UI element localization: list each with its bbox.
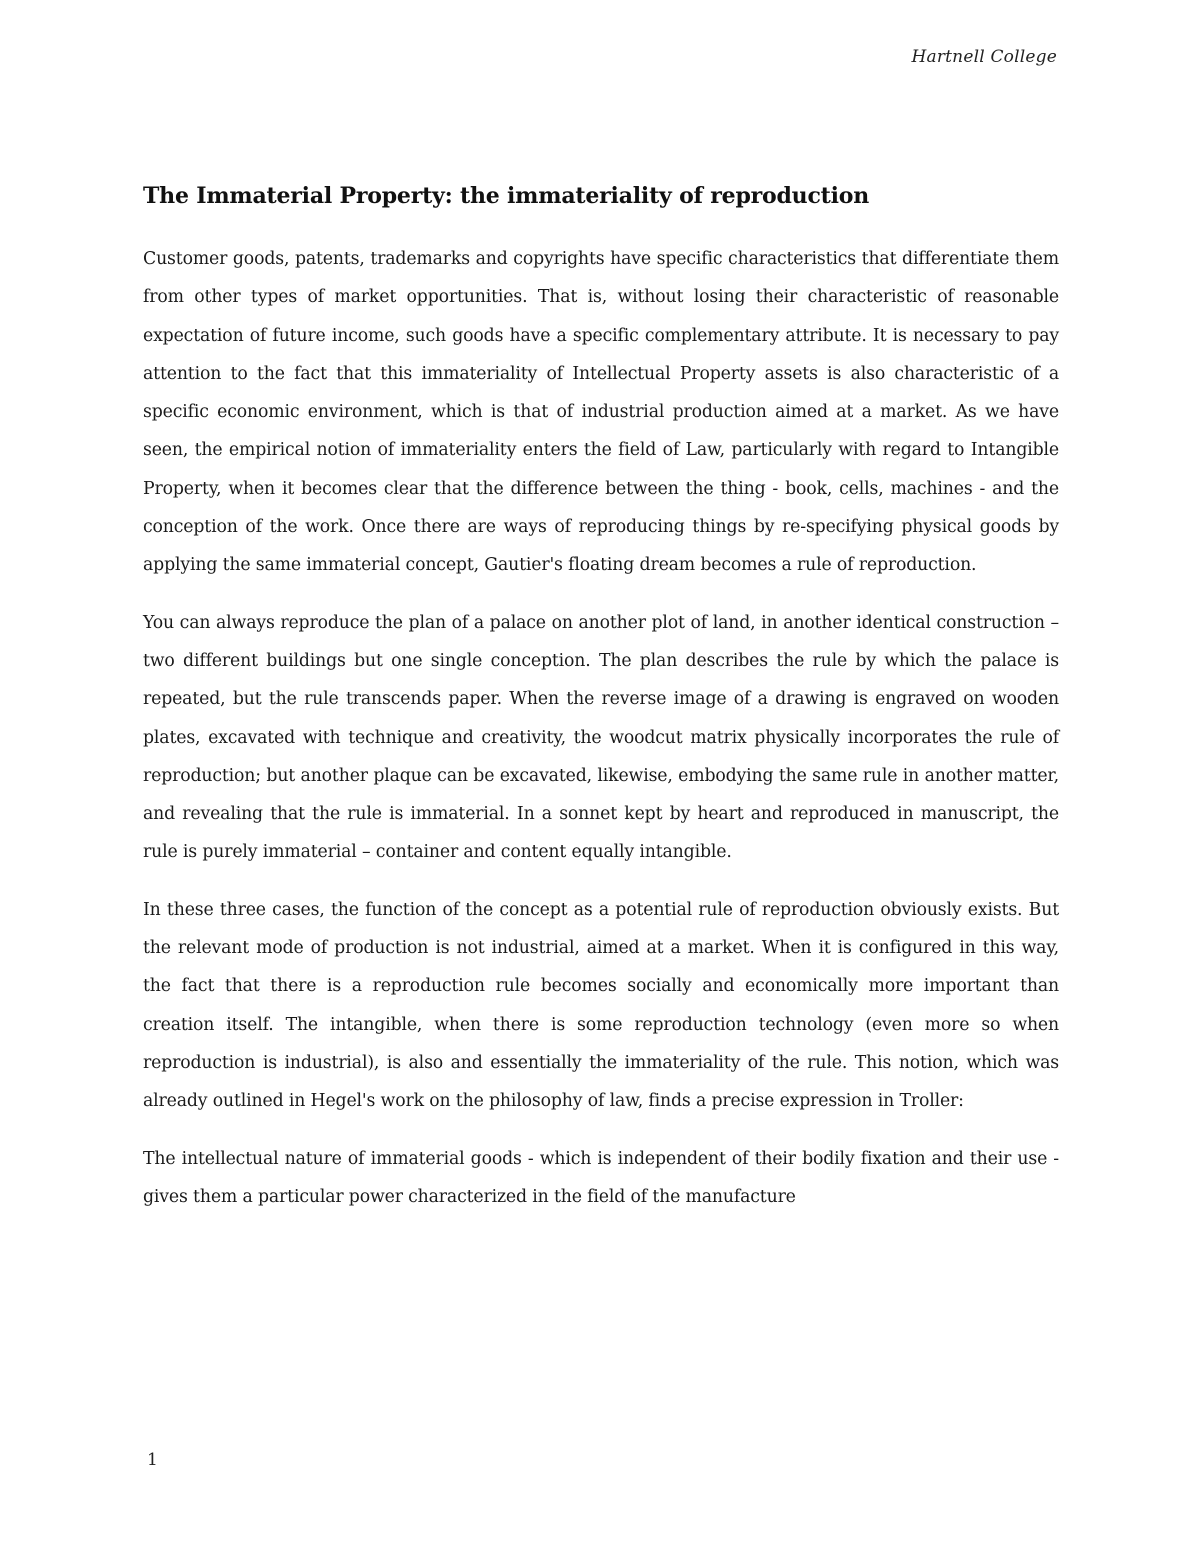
document-body	[143, 180, 1059, 1235]
page-number: 1	[147, 1450, 158, 1470]
paragraph: Customer goods, patents, trademarks and copyrights have specific characteristics that differentiate them from other types of market opportunities. That is, without losing their characteristic of reasonable expectation of future income, such goods have a specific complementary attribute. It is necessary to pay attention to the fact that this immateriality of Intellectual Property assets is also characteristic of a specific economic environment, which is that of industrial production aimed at a market. As we have seen, the empirical notion of immateriality enters the field of Law, particularly with regard to Intangible Property, when it becomes clear that the difference between the thing - book, cells, machines - and the conception of the work. Once there are ways of reproducing things by re-specifying physical goods by applying the same immaterial concept, Gautier's floating dream becomes a rule of reproduction.	[143, 249, 1059, 576]
paragraph: You can always reproduce the plan of a palace on another plot of land, in another identical construction – two different buildings but one single conception. The plan describes the rule by which the palace is repeated, but the rule transcends paper. When the reverse image of a drawing is engraved on wooden plates, excavated with technique and creativity, the woodcut matrix physically incorporates the rule of reproduction; but another plaque can be excavated, likewise, embodying the same rule in another matter, and revealing that the rule is immaterial. In a sonnet kept by heart and reproduced in manuscript, the rule is purely immaterial – container and content equally intangible.	[143, 612, 1059, 863]
document-title: The Immaterial Property: the immateriality of reproduction	[143, 183, 870, 209]
paragraph: In these three cases, the function of the concept as a potential rule of reproduction obviously exists. But the relevant mode of production is not industrial, aimed at a market. When it is configured in this way, the fact that there is a reproduction rule becomes socially and economically more important than creation itself. The intangible, when there is some reproduction technology (even more so when reproduction is industrial), is also and essentially the immateriality of the rule. This notion, which was already outlined in Hegel's work on the philosophy of law, finds a precise expression in Troller:	[143, 899, 1059, 1112]
running-header: Hartnell College	[911, 47, 1057, 67]
paragraph: The intellectual nature of immaterial goods - which is independent of their bodily fixation and their use - gives them a particular power characterized in the field of the manufacture	[143, 1148, 1059, 1207]
